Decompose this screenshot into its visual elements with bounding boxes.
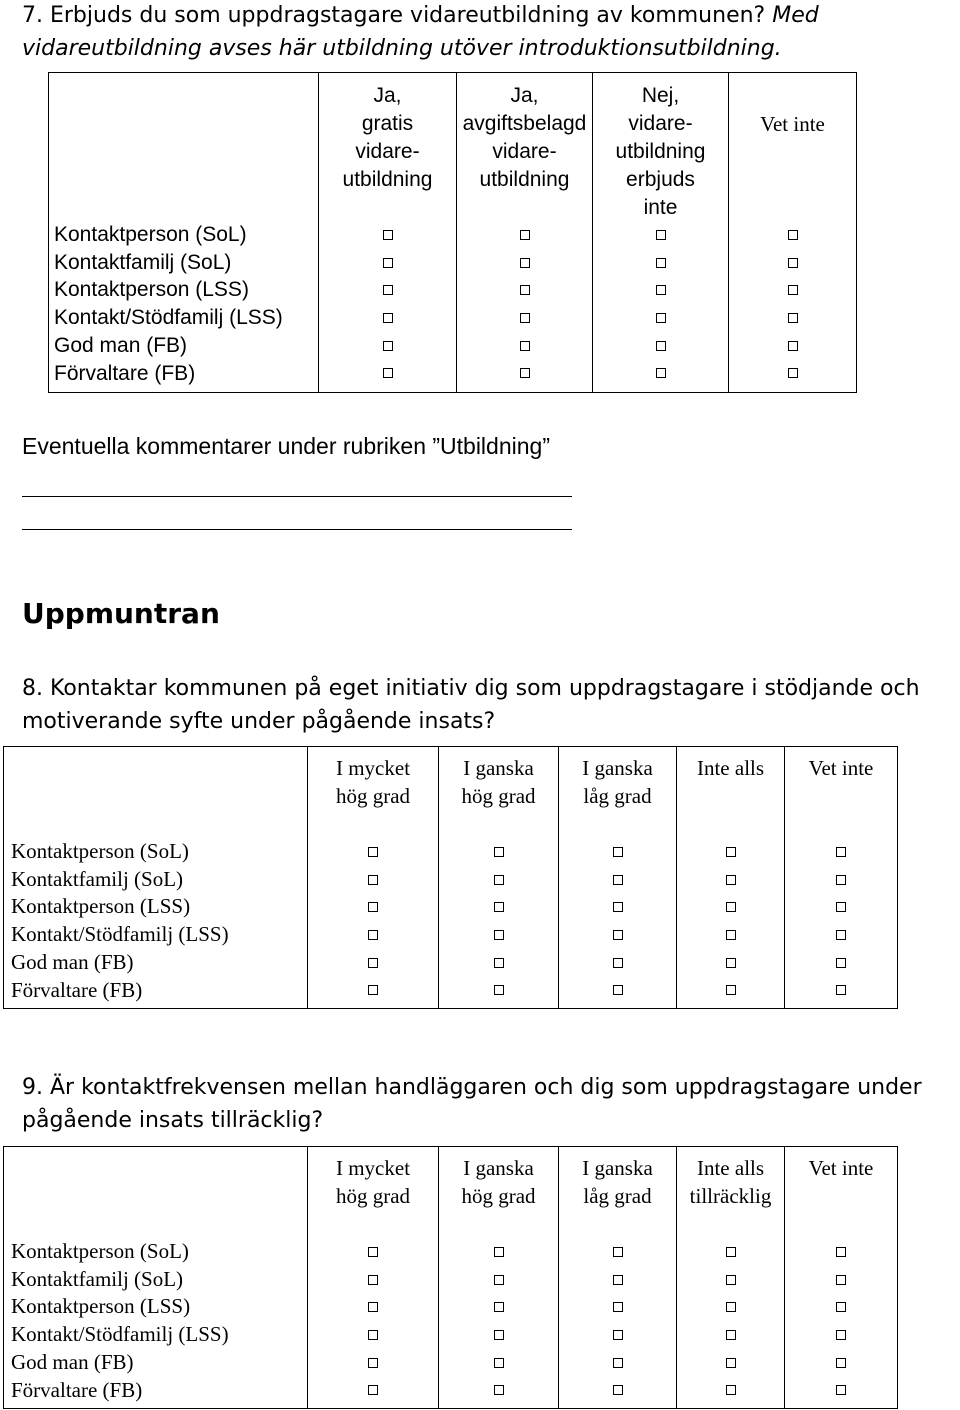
column-cell (559, 747, 677, 1009)
checkbox-square-icon (368, 1385, 378, 1395)
checkbox-square-icon (836, 1302, 846, 1312)
question-8-table (3, 746, 898, 1009)
checkbox[interactable] (785, 1238, 897, 1266)
checkbox[interactable] (677, 866, 784, 894)
checkbox-square-icon (383, 285, 393, 295)
checkbox-square-icon (613, 1330, 623, 1340)
comment-line-1[interactable] (22, 496, 572, 497)
checkbox[interactable] (308, 1376, 438, 1404)
checkbox[interactable] (439, 893, 558, 921)
checkbox[interactable] (457, 332, 592, 360)
column-gratis (319, 73, 457, 393)
column-header: I ganska låg grad (582, 756, 653, 808)
column-cell (439, 1147, 559, 1409)
checkbox[interactable] (785, 893, 897, 921)
checkbox-square-icon (494, 1385, 504, 1395)
checkbox[interactable] (308, 1321, 438, 1349)
question-9-text (22, 1071, 957, 1137)
row-label: Förvaltare (FB) (11, 1377, 143, 1402)
checkbox-square-icon (368, 1302, 378, 1312)
column-header: I mycket hög grad (335, 756, 411, 808)
checkbox[interactable] (785, 1349, 897, 1377)
checkbox-square-icon (836, 902, 846, 912)
checkbox[interactable] (439, 1321, 558, 1349)
checkbox-square-icon (726, 985, 736, 995)
checkbox-square-icon (613, 902, 623, 912)
comments-label: Eventuella kommentarer under rubriken ”Utbildning” (22, 433, 550, 459)
checkbox-square-icon (368, 1358, 378, 1368)
column-cell (308, 1147, 439, 1409)
checkbox[interactable] (457, 276, 592, 304)
checkbox[interactable] (677, 949, 784, 977)
checkbox-square-icon (656, 368, 666, 378)
checkbox[interactable] (319, 276, 456, 304)
checkbox[interactable] (308, 1293, 438, 1321)
checkbox-square-icon (368, 958, 378, 968)
checkbox[interactable] (308, 838, 438, 866)
column-header: I ganska låg grad (582, 1156, 653, 1208)
checkbox-square-icon (788, 230, 798, 240)
checkbox-square-icon (494, 1247, 504, 1257)
row-label: Kontaktperson (SoL) (54, 223, 247, 246)
checkbox-square-icon (613, 847, 623, 857)
row-label: Kontaktfamilj (SoL) (11, 866, 184, 891)
checkbox-square-icon (368, 930, 378, 940)
checkbox-square-icon (656, 313, 666, 323)
question-9-table (3, 1146, 898, 1409)
checkbox-square-icon (836, 1330, 846, 1340)
checkbox-square-icon (494, 875, 504, 885)
checkbox[interactable] (785, 866, 897, 894)
checkbox-square-icon (383, 341, 393, 351)
row-label: Kontaktperson (SoL) (11, 839, 189, 863)
checkbox[interactable] (559, 893, 676, 921)
column-cell (439, 747, 559, 1009)
checkbox[interactable] (785, 1321, 897, 1349)
checkbox[interactable] (319, 304, 456, 332)
question-7-line2: vidareutbildning avses här utbildning utöver introduktionsutbildning. (22, 36, 782, 61)
checkbox-square-icon (836, 1358, 846, 1368)
checkbox-square-icon (494, 1275, 504, 1285)
checkbox-square-icon (836, 985, 846, 995)
row-labels-cell (4, 1147, 308, 1409)
checkbox-square-icon (836, 875, 846, 885)
checkbox-square-icon (613, 1302, 623, 1312)
question-7-line1: 7. Erbjuds du som uppdragstagare vidareutbildning av kommunen? (22, 3, 766, 28)
checkbox-square-icon (613, 875, 623, 885)
checkbox-square-icon (836, 1275, 846, 1285)
checkbox-square-icon (383, 368, 393, 378)
row-label: Kontaktfamilj (SoL) (11, 1266, 184, 1291)
checkbox[interactable] (439, 866, 558, 894)
checkbox-square-icon (656, 230, 666, 240)
checkbox-square-icon (613, 985, 623, 995)
row-labels-cell (49, 73, 319, 393)
checkbox-square-icon (656, 258, 666, 268)
checkbox[interactable] (729, 332, 856, 360)
row-label: God man (FB) (54, 333, 188, 357)
checkbox-square-icon (520, 258, 530, 268)
checkbox-square-icon (836, 1385, 846, 1395)
checkbox[interactable] (729, 359, 856, 387)
checkbox[interactable] (677, 1321, 784, 1349)
checkbox-square-icon (368, 1330, 378, 1340)
checkbox[interactable] (308, 1349, 438, 1377)
column-header: I mycket hög grad (335, 1156, 411, 1208)
column-cell (785, 1147, 898, 1409)
checkbox[interactable] (677, 976, 784, 1004)
checkbox[interactable] (559, 838, 676, 866)
checkbox[interactable] (457, 359, 592, 387)
checkbox[interactable] (785, 921, 897, 949)
checkbox[interactable] (785, 976, 897, 1004)
checkbox[interactable] (457, 221, 592, 249)
checkbox-square-icon (520, 230, 530, 240)
checkbox[interactable] (677, 1349, 784, 1377)
question-7-table (48, 72, 857, 393)
question-8-line1: 8. Kontaktar kommunen på eget initiativ dig som uppdragstagare i stödjande och (22, 676, 920, 701)
column-header: Ja, gratis vidare- utbildning (342, 84, 433, 191)
column-header: I ganska hög grad (461, 1156, 536, 1208)
checkbox[interactable] (457, 304, 592, 332)
checkbox[interactable] (677, 838, 784, 866)
checkbox-square-icon (520, 341, 530, 351)
checkbox-square-icon (494, 1330, 504, 1340)
checkbox-square-icon (836, 930, 846, 940)
checkbox-square-icon (494, 847, 504, 857)
checkbox-square-icon (726, 1302, 736, 1312)
checkbox[interactable] (559, 1238, 676, 1266)
question-7-text (22, 0, 957, 65)
column-header: Inte alls tillräcklig (689, 1156, 772, 1208)
checkbox[interactable] (439, 921, 558, 949)
checkbox[interactable] (729, 221, 856, 249)
checkbox[interactable] (439, 1238, 558, 1266)
checkbox-square-icon (726, 1358, 736, 1368)
checkbox[interactable] (677, 1376, 784, 1404)
checkbox-square-icon (726, 1247, 736, 1257)
checkbox[interactable] (439, 976, 558, 1004)
checkbox-square-icon (726, 1385, 736, 1395)
checkbox[interactable] (559, 1376, 676, 1404)
checkbox[interactable] (559, 949, 676, 977)
checkbox-square-icon (613, 930, 623, 940)
checkbox-square-icon (368, 1275, 378, 1285)
column-vet-inte (729, 73, 857, 393)
row-label: Kontakt/Stödfamilj (LSS) (54, 306, 283, 330)
checkbox-square-icon (613, 1275, 623, 1285)
checkbox-square-icon (788, 313, 798, 323)
checkbox-square-icon (613, 1385, 623, 1395)
checkbox[interactable] (559, 1293, 676, 1321)
column-header: Vet inte (808, 1156, 874, 1180)
checkbox[interactable] (677, 1293, 784, 1321)
checkbox[interactable] (319, 359, 456, 387)
checkbox-square-icon (520, 313, 530, 323)
column-header: Ja, avgiftsbelagd vidare- utbildning (462, 84, 587, 191)
checkbox[interactable] (677, 1238, 784, 1266)
checkbox[interactable] (677, 1266, 784, 1294)
checkbox[interactable] (308, 866, 438, 894)
comment-line-2[interactable] (22, 529, 572, 530)
checkbox-square-icon (494, 985, 504, 995)
checkbox-square-icon (613, 1358, 623, 1368)
checkbox[interactable] (308, 921, 438, 949)
row-label: God man (FB) (11, 1349, 134, 1374)
checkbox-square-icon (788, 258, 798, 268)
checkbox[interactable] (308, 949, 438, 977)
column-header: Vet inte (808, 756, 874, 780)
checkbox[interactable] (308, 1266, 438, 1294)
checkbox[interactable] (677, 893, 784, 921)
checkbox-square-icon (368, 847, 378, 857)
checkbox[interactable] (785, 949, 897, 977)
column-header: Inte alls (696, 756, 765, 780)
checkbox[interactable] (785, 838, 897, 866)
checkbox[interactable] (308, 976, 438, 1004)
column-avgiftsbelagd (457, 73, 593, 393)
checkbox-square-icon (494, 1302, 504, 1312)
question-7-line1-italic: Med (772, 3, 819, 28)
checkbox[interactable] (785, 1266, 897, 1294)
checkbox[interactable] (439, 949, 558, 977)
question-8-line2: motiverande syfte under pågående insats? (22, 709, 496, 734)
row-label: Förvaltare (FB) (54, 361, 196, 385)
checkbox-square-icon (494, 958, 504, 968)
checkbox[interactable] (729, 276, 856, 304)
checkbox[interactable] (439, 1349, 558, 1377)
checkbox-square-icon (520, 285, 530, 295)
checkbox-square-icon (788, 368, 798, 378)
checkbox[interactable] (729, 249, 856, 277)
checkbox-square-icon (368, 902, 378, 912)
checkbox[interactable] (559, 976, 676, 1004)
checkbox-square-icon (383, 313, 393, 323)
checkbox[interactable] (439, 838, 558, 866)
row-label: Kontaktperson (LSS) (11, 1294, 191, 1319)
section-title: Uppmuntran (22, 597, 220, 630)
checkbox-square-icon (494, 930, 504, 940)
checkbox-square-icon (368, 985, 378, 995)
checkbox-square-icon (613, 1247, 623, 1257)
question-9-line1: 9. Är kontaktfrekvensen mellan handläggaren och dig som uppdragstagare under (22, 1075, 922, 1100)
checkbox[interactable] (593, 304, 728, 332)
checkbox[interactable] (593, 249, 728, 277)
checkbox[interactable] (308, 1238, 438, 1266)
column-header: I ganska hög grad (461, 756, 536, 808)
checkbox[interactable] (559, 866, 676, 894)
column-cell (785, 747, 898, 1009)
checkbox-square-icon (613, 958, 623, 968)
column-cell (308, 747, 439, 1009)
row-label: Förvaltare (FB) (11, 977, 143, 1002)
checkbox-square-icon (520, 368, 530, 378)
checkbox[interactable] (559, 921, 676, 949)
checkbox-square-icon (726, 1275, 736, 1285)
row-label: Kontaktperson (SoL) (11, 1239, 189, 1263)
checkbox[interactable] (677, 921, 784, 949)
checkbox[interactable] (308, 893, 438, 921)
checkbox[interactable] (319, 249, 456, 277)
checkbox-square-icon (656, 285, 666, 295)
checkbox-square-icon (726, 875, 736, 885)
checkbox[interactable] (593, 332, 728, 360)
checkbox[interactable] (319, 332, 456, 360)
question-8-text (22, 672, 957, 738)
checkbox[interactable] (457, 249, 592, 277)
checkbox[interactable] (439, 1376, 558, 1404)
checkbox-square-icon (383, 230, 393, 240)
checkbox-square-icon (494, 1358, 504, 1368)
checkbox[interactable] (559, 1349, 676, 1377)
checkbox-square-icon (726, 930, 736, 940)
question-9-line2: pågående insats tillräcklig? (22, 1108, 324, 1133)
checkbox-square-icon (383, 258, 393, 268)
row-labels-cell (4, 747, 308, 1009)
row-label: Kontaktperson (LSS) (54, 278, 249, 302)
column-erbjuds-inte (593, 73, 729, 393)
checkbox[interactable] (593, 276, 728, 304)
checkbox-square-icon (726, 902, 736, 912)
checkbox[interactable] (593, 359, 728, 387)
checkbox[interactable] (439, 1266, 558, 1294)
checkbox[interactable] (593, 221, 728, 249)
checkbox[interactable] (559, 1266, 676, 1294)
checkbox-square-icon (726, 847, 736, 857)
checkbox-square-icon (494, 902, 504, 912)
checkbox-square-icon (788, 341, 798, 351)
checkbox[interactable] (785, 1376, 897, 1404)
column-cell (677, 1147, 785, 1409)
row-label: Kontaktperson (LSS) (11, 894, 191, 919)
checkbox-square-icon (726, 1330, 736, 1340)
checkbox[interactable] (729, 304, 856, 332)
row-label: Kontakt/Stödfamilj (LSS) (11, 922, 229, 947)
checkbox-square-icon (368, 875, 378, 885)
checkbox-square-icon (788, 285, 798, 295)
column-header: Nej, vidare- utbildning erbjuds inte (615, 84, 706, 219)
row-label: Kontakt/Stödfamilj (LSS) (11, 1322, 229, 1347)
column-header: Vet inte (760, 112, 825, 136)
row-label: Kontaktfamilj (SoL) (54, 250, 232, 274)
checkbox-square-icon (656, 341, 666, 351)
checkbox[interactable] (559, 1321, 676, 1349)
checkbox-square-icon (836, 958, 846, 968)
row-label: God man (FB) (11, 949, 134, 974)
checkbox-square-icon (836, 847, 846, 857)
column-cell (559, 1147, 677, 1409)
checkbox[interactable] (319, 221, 456, 249)
checkbox-square-icon (836, 1247, 846, 1257)
column-cell (677, 747, 785, 1009)
checkbox-square-icon (726, 958, 736, 968)
checkbox-square-icon (368, 1247, 378, 1257)
checkbox[interactable] (439, 1293, 558, 1321)
checkbox[interactable] (785, 1293, 897, 1321)
